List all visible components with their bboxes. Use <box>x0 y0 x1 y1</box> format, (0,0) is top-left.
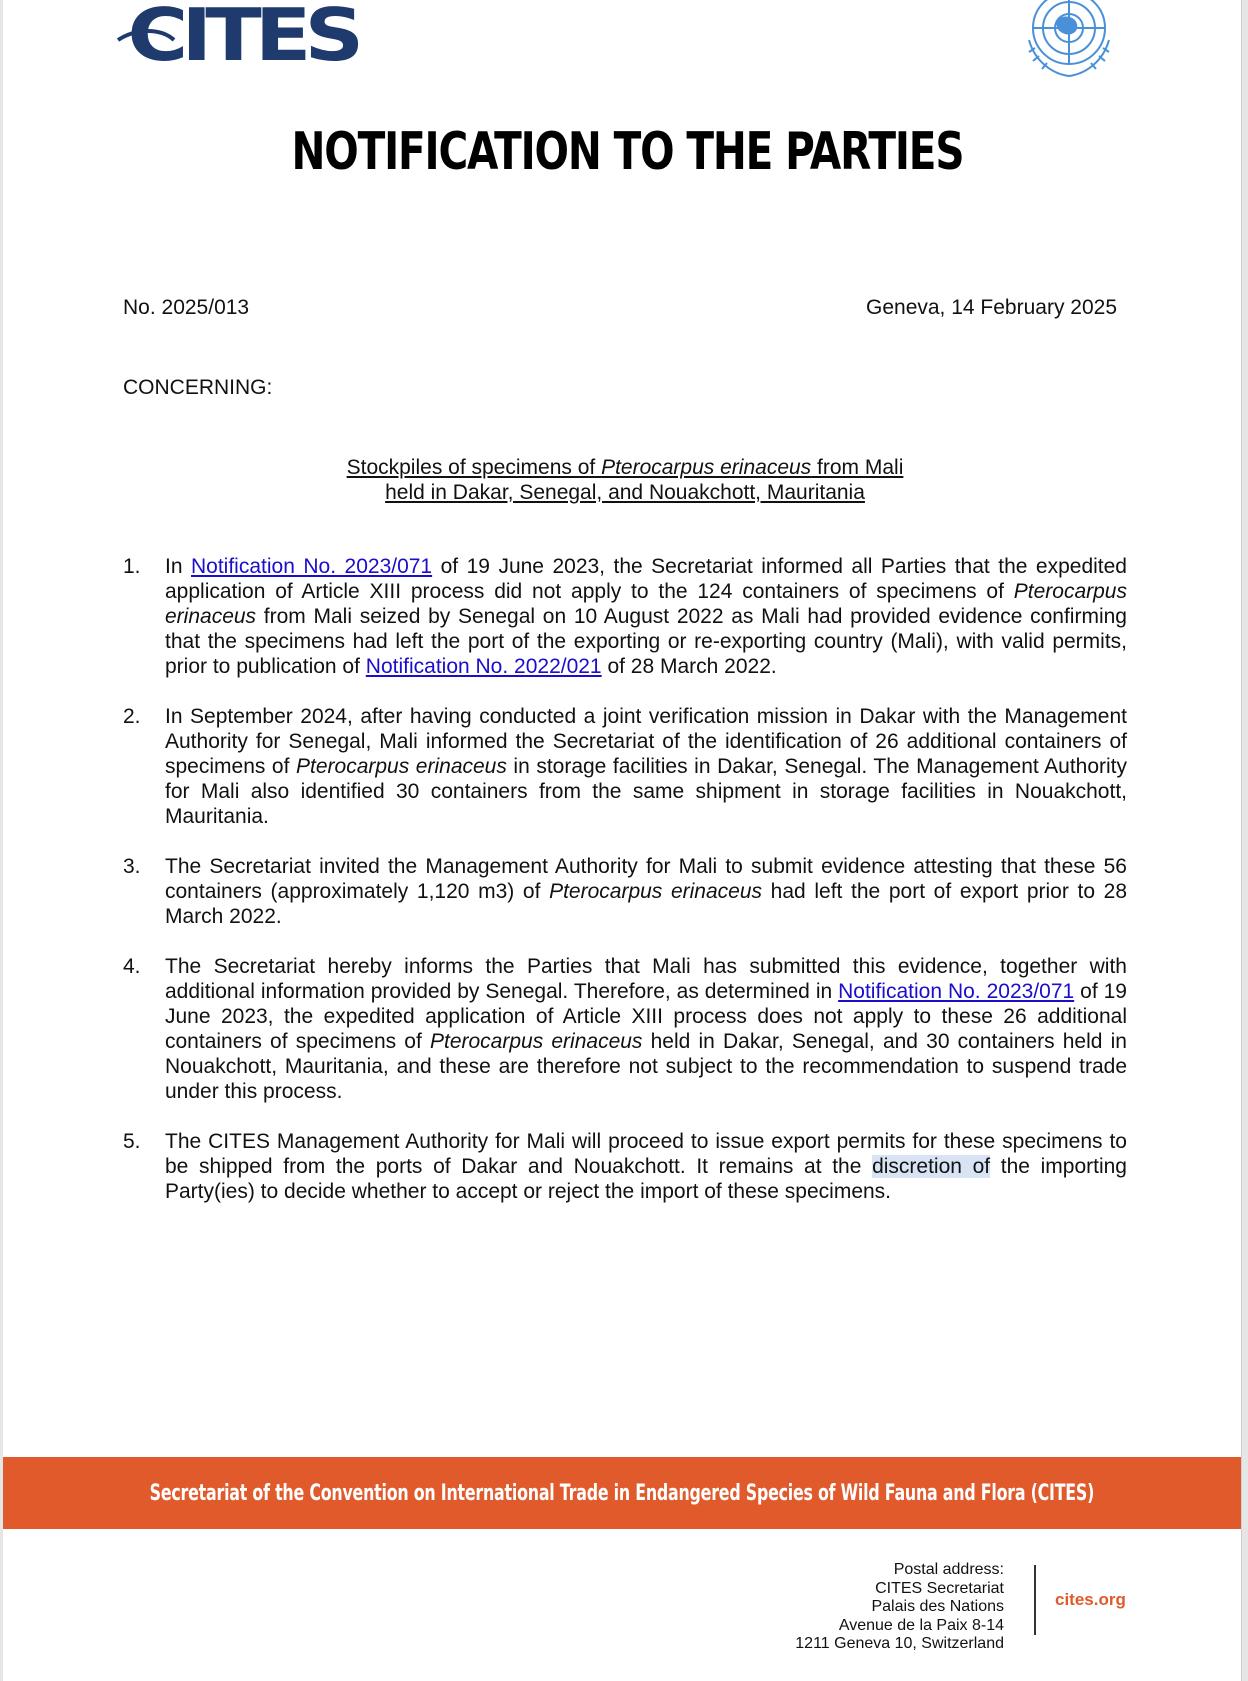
un-emblem-icon <box>1013 0 1125 78</box>
subject-heading <box>123 455 1127 505</box>
banner-text: Secretariat of the Convention on International Trade in Endangered Species of Wild Fauna and Flora (CITES) <box>149 1480 1095 1506</box>
species-name: Pterocarpus erinaceus <box>296 755 507 778</box>
item-number: 2. <box>123 705 141 728</box>
subject-line-2 <box>123 480 1127 505</box>
notification-2023-071-link[interactable]: Notification No. 2023/071 <box>191 555 433 578</box>
subject-text: held in Dakar, Senegal, and Nouakchott, Mauritania <box>385 481 865 504</box>
document-page <box>3 0 1242 1681</box>
address-line: CITES Secretariat <box>875 1579 1004 1597</box>
species-name: Pterocarpus erinaceus <box>165 580 1127 628</box>
list-item: 4. The Secretariat hereby informs the Parties that Mali has submitted this evidence, together with additional information provided by Senegal. Therefore, as determined in Notification No. 2023/071 of 19 June 2023, the expedited application of Article XIII process does not apply to these 26 additional containers of specimens of Pterocarpus erinaceus held in Dakar, Senegal, and 30 containers held in Nouakchott, Mauritania, and these are therefore not subject to the recommendation to suspend trade under this process. <box>123 955 1127 1103</box>
page-title: NOTIFICATION TO THE PARTIES <box>291 122 964 182</box>
notification-number: No. 2025/013 <box>123 296 250 319</box>
item-number: 1. <box>123 555 141 578</box>
footer-banner <box>3 1457 1241 1529</box>
species-name: Pterocarpus erinaceus <box>549 880 763 903</box>
notification-2023-071-link[interactable]: Notification No. 2023/071 <box>838 980 1075 1003</box>
species-name: Pterocarpus erinaceus <box>429 1030 643 1053</box>
list-item: 2. In September 2024, after having conducted a joint verification mission in Dakar with the Management Authority for Senegal, Mali informed the Secretariat of the identification of 26 additional containers of specimens of Pterocarpus erinaceus in storage facilities in Dakar, Senegal. The Management Authority for Mali also identified 30 containers from the same shipment in storage facilities in Nouakchott, Mauritania. <box>123 705 1127 828</box>
list-item: 1. In Notification No. 2023/071 of 19 June 2023, the Secretariat informed all Parties that the expedited application of Article XIII process did not apply to the 124 containers of specimens of Pterocarpus erinaceus from Mali seized by Senegal on 10 August 2022 as Mali had provided evidence confirming that the specimens had left the port of the exporting or re-exporting country (Mali), with valid permits, prior to publication of Notification No. 2022/021 of 28 March 2022. <box>123 555 1127 678</box>
item-number: 4. <box>123 955 141 978</box>
svg-text:CITES: CITES <box>127 0 358 78</box>
subject-text: from Mali <box>811 456 904 479</box>
notification-2022-021-link[interactable]: Notification No. 2022/021 <box>365 655 602 678</box>
postal-address <box>795 1561 1004 1654</box>
footer-divider <box>1034 1565 1036 1635</box>
item-number: 3. <box>123 855 141 878</box>
numbered-list <box>123 554 1127 1229</box>
address-line: Avenue de la Paix 8-14 <box>838 1616 1004 1634</box>
subject-species: Pterocarpus erinaceus <box>601 456 812 479</box>
text-selection-highlight[interactable]: discretion of <box>872 1155 991 1178</box>
subject-line-1 <box>123 455 1127 480</box>
address-line: Palais des Nations <box>871 1598 1004 1615</box>
list-item: 3. The Secretariat invited the Management Authority for Mali to submit evidence attesting that these 56 containers (approximately 1,120 m3) of Pterocarpus erinaceus had left the port of export prior to 28 March 2022. <box>123 855 1128 928</box>
address-line: 1211 Geneva 10, Switzerland <box>795 1635 1004 1652</box>
address-line: Postal address: <box>893 1561 1004 1578</box>
list-item: 5. The CITES Management Authority for Mali will proceed to issue export permits for these specimens to be shipped from the ports of Dakar and Nouakchott. It remains at the discretion of the importing Party(ies) to decide whether to accept or reject the import of these specimens. <box>123 1130 1127 1203</box>
place-date: Geneva, 14 February 2025 <box>866 296 1117 319</box>
website-link[interactable]: cites.org <box>1055 1590 1126 1609</box>
subject-text: Stockpiles of specimens of <box>346 456 602 479</box>
cites-logo <box>116 0 358 78</box>
concerning-label: CONCERNING: <box>123 376 273 399</box>
item-number: 5. <box>123 1130 141 1153</box>
